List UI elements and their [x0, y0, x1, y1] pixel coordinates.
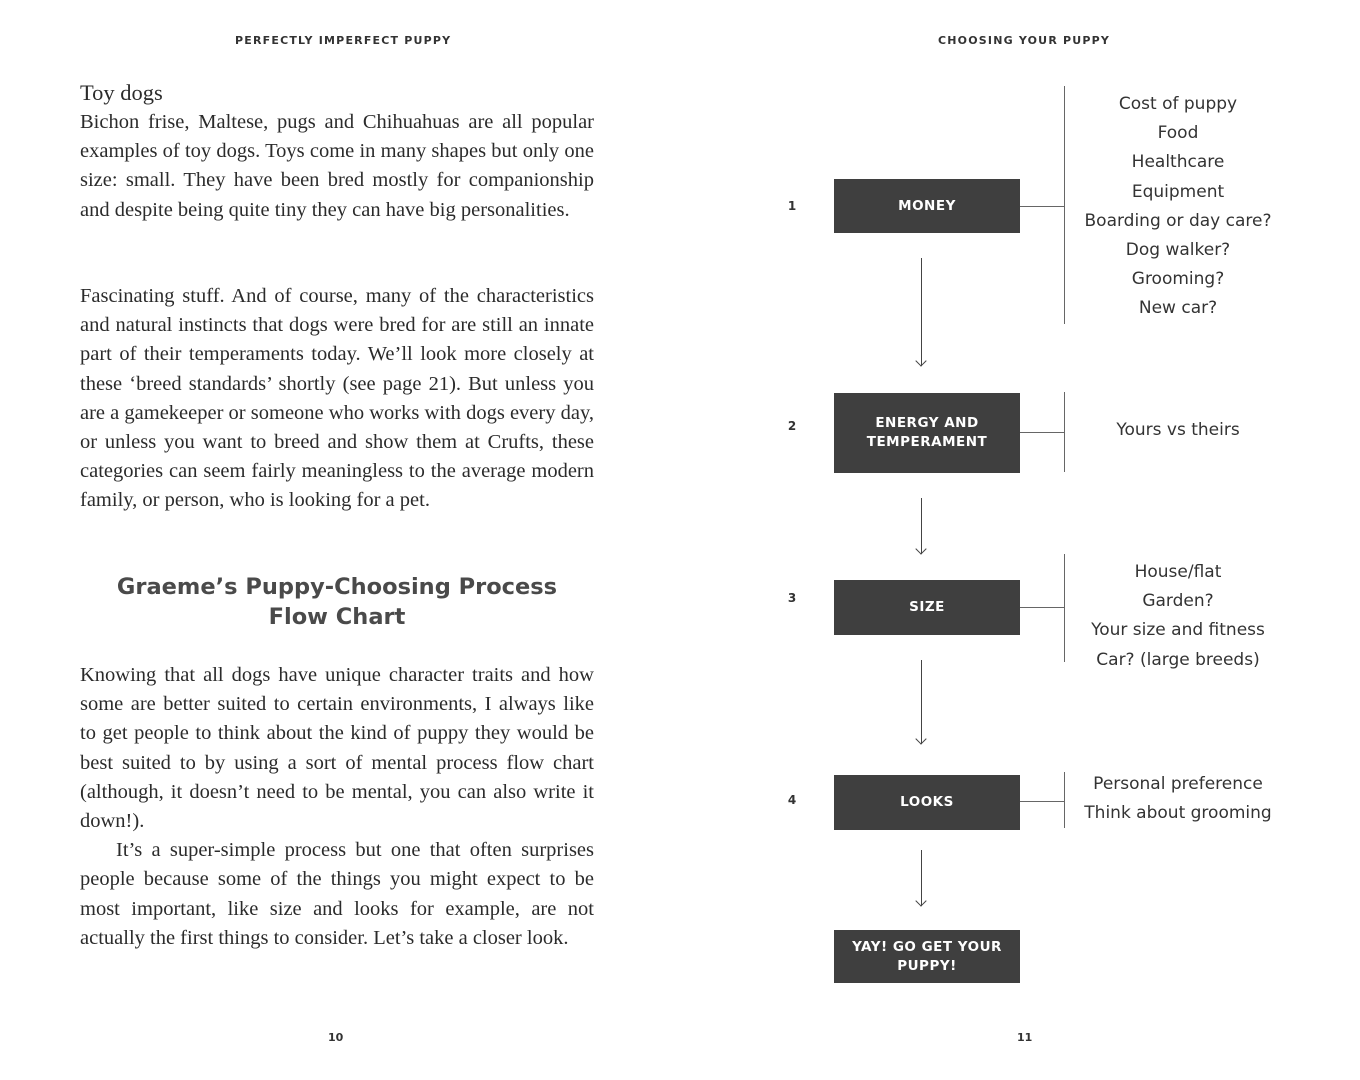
final-box: [834, 930, 1020, 983]
list-item: Your size and fitness: [1091, 620, 1265, 641]
connector-line: [1020, 206, 1064, 207]
paragraph: Knowing that all dogs have unique character traits and how some are better suited to certain environments, I always like to get people to think about the kind of puppy they would be best suited to by using a sort of mental process flow chart (although, it doesn’t need to be mental, you can also write it down!).: [80, 664, 594, 833]
list-item: Yours vs theirs: [1116, 420, 1240, 440]
list-item: Healthcare: [1131, 152, 1225, 173]
bracket-line: [1064, 392, 1065, 472]
step-box-energy: [834, 393, 1020, 473]
page-number: 11: [1017, 1031, 1033, 1044]
step-number: 3: [787, 591, 797, 605]
step-number: 4: [787, 793, 797, 807]
list-item: Cost of puppy: [1118, 94, 1238, 114]
paragraph: Fascinating stuff. And of course, many of the characteristics and natural instincts that dogs were bred for are still an innate part of their temperaments today. We’ll look more closely at these ‘breed standards’ shortly (see page 21). But unless you are a gamekeeper or someone who works with dogs every day, or unless you want to breed and show them at Crufts, these categories can seem fairly meaningless to the average modern family, or person, who is looking for a pet.: [80, 285, 594, 512]
connector-line: [1020, 432, 1064, 433]
bracket-line: [1064, 772, 1065, 828]
step-details-list: [1075, 770, 1281, 828]
step-number: 2: [787, 419, 797, 433]
step-details-list: [1075, 558, 1281, 675]
list-item: Personal preference: [1093, 774, 1263, 794]
flow-chart-heading: [80, 572, 594, 632]
step-label: SIZE: [909, 599, 945, 615]
paragraph: Bichon frise, Maltese, pugs and Chihuahuas are all popular examples of toy dogs. Toys come in many shapes but only one size: small. They have been bred mostly for companionship and despite being quite tiny they can have big personalities.: [80, 111, 594, 221]
down-arrow-icon: [921, 498, 934, 554]
right-page: [680, 0, 1360, 1080]
down-arrow-icon: [921, 660, 934, 744]
down-arrow-icon: [921, 258, 934, 366]
step-box-money: [834, 179, 1020, 233]
breed-paragraph-block: [80, 282, 594, 516]
list-item: Dog walker?: [1125, 240, 1231, 261]
final-label: YAY! GO GET YOUR: [852, 938, 1002, 955]
step-details-list: [1075, 416, 1281, 445]
step-label: LOOKS: [900, 794, 954, 810]
running-head: PERFECTLY IMPERFECT PUPPY: [235, 34, 452, 47]
step-box-size: [834, 580, 1020, 635]
step-details-list: [1075, 90, 1281, 324]
step-box-looks: [834, 775, 1020, 830]
bracket-line: [1064, 86, 1065, 324]
list-item: Garden?: [1142, 591, 1214, 612]
down-arrow-icon: [921, 850, 934, 906]
list-item: Boarding or day care?: [1084, 210, 1272, 231]
step-number: 1: [787, 199, 797, 213]
list-item: House/flat: [1134, 562, 1222, 582]
list-item: Think about grooming: [1084, 803, 1272, 824]
page-number: 10: [328, 1031, 344, 1044]
list-item: Equipment: [1131, 181, 1225, 202]
bracket-line: [1064, 554, 1065, 662]
step-label: MONEY: [898, 197, 956, 214]
process-paragraph-block: [80, 661, 594, 953]
list-item: Car? (large breeds): [1096, 649, 1260, 670]
running-head: CHOOSING YOUR PUPPY: [938, 34, 1111, 47]
paragraph: It’s a super-simple process but one that often surprises people because some of the things you might expect to be most important, like size and looks for example, are not actually the first things to consider. Let’s take a closer look.: [80, 839, 594, 949]
subheading: Toy dogs: [80, 80, 163, 105]
list-item: Food: [1157, 123, 1199, 144]
connector-line: [1020, 607, 1064, 608]
step-label: ENERGY AND: [875, 415, 979, 431]
final-label: PUPPY!: [897, 957, 957, 974]
connector-line: [1020, 801, 1064, 802]
list-item: Grooming?: [1131, 269, 1225, 290]
step-label: TEMPERAMENT: [866, 434, 988, 450]
heading-line: Flow Chart: [268, 604, 406, 630]
toy-dogs-section: [80, 78, 594, 225]
list-item: New car?: [1138, 298, 1218, 319]
heading-line: Graeme’s Puppy-Choosing Process: [116, 574, 558, 600]
